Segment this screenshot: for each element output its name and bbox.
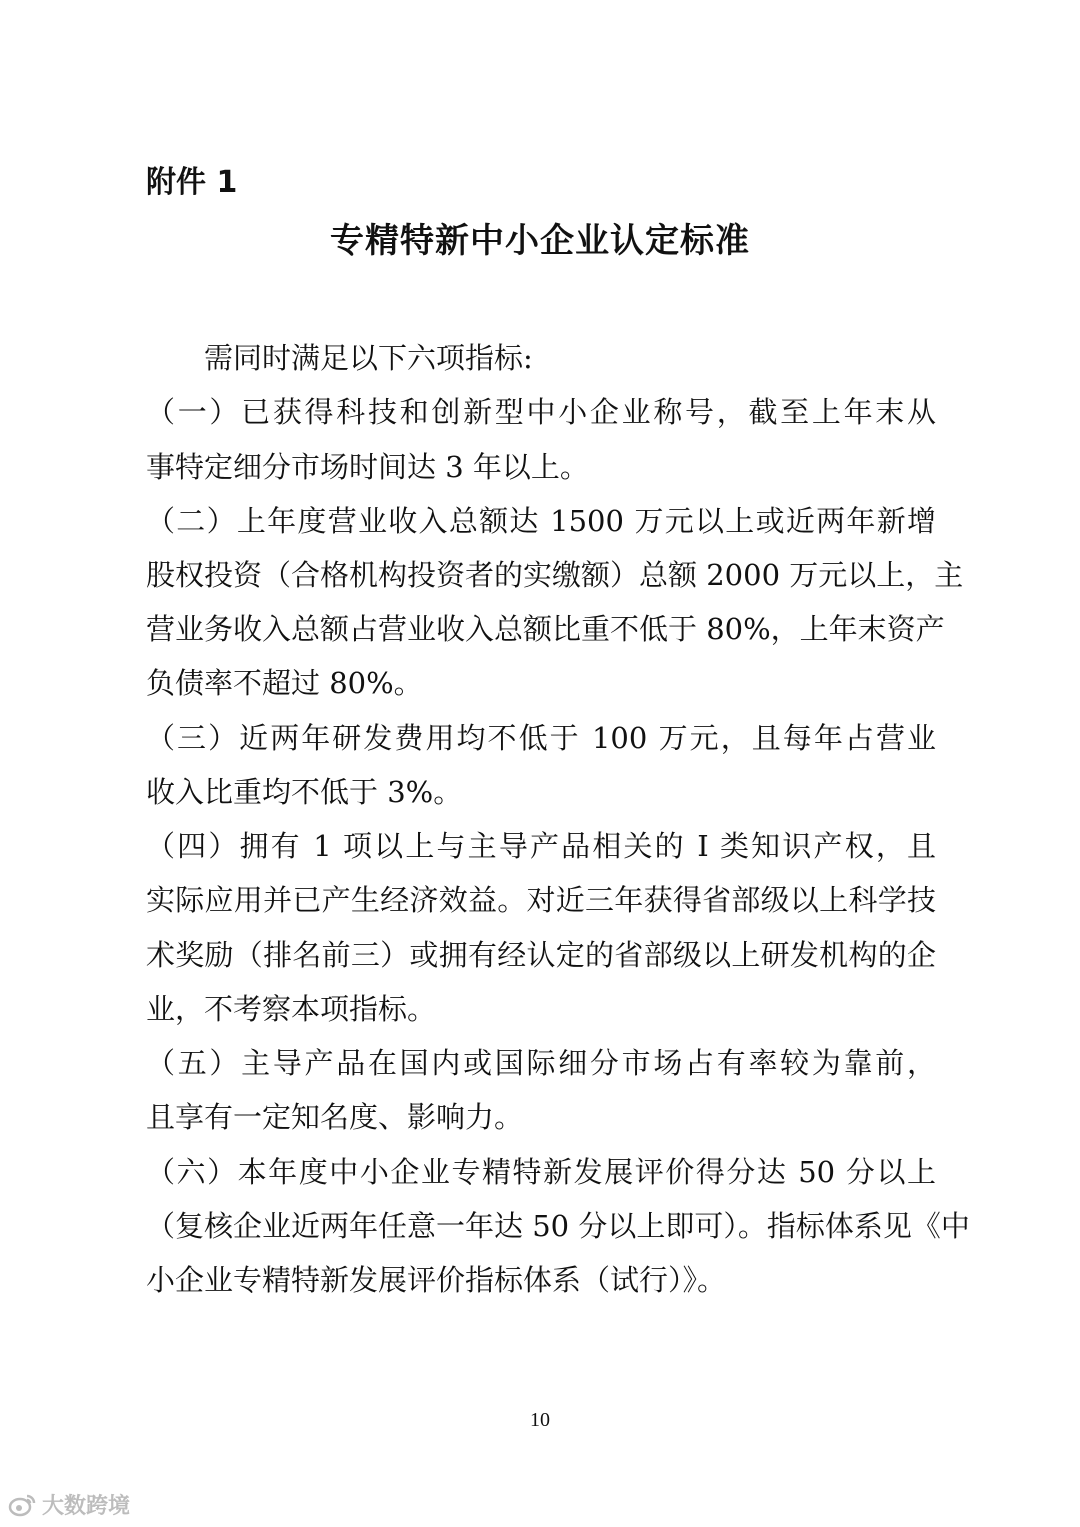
paragraph-line: （五）主导产品在国内或国际细分市场占有率较为靠前， [146,1046,936,1080]
paragraph-line: （四）拥有 1 项以上与主导产品相关的 I 类知识产权，且 [146,829,936,863]
paragraph-line: （三）近两年研发费用均不低于 100 万元，且每年占营业 [146,721,936,755]
paragraph-line: 小企业专精特新发展评价指标体系（试行）》。 [146,1263,727,1297]
paragraph-line: （一）已获得科技和创新型中小企业称号，截至上年末从 [146,395,936,429]
paragraph-line: 业，不考察本项指标。 [146,992,437,1026]
paragraph-line: 事特定细分市场时间达 3 年以上。 [146,450,589,484]
document-title: 专精特新中小企业认定标准 [330,221,750,261]
paragraph-line: 术奖励（排名前三）或拥有经认定的省部级以上研发机构的企 [146,938,936,972]
paragraph-line: 负债率不超过 80%。 [146,666,423,700]
paragraph-line: 股权投资（合格机构投资者的实缴额）总额 2000 万元以上，主 [146,558,964,592]
paragraph-line: （六）本年度中小企业专精特新发展评价得分达 50 分以上 [146,1155,936,1189]
weibo-logo-icon [8,1492,38,1522]
watermark-text: 大数跨境 [42,1494,131,1519]
paragraph-line: 实际应用并已产生经济效益。对近三年获得省部级以上科学技 [146,883,936,917]
paragraph-line: 且享有一定知名度、影响力。 [146,1100,524,1134]
intro-line: 需同时满足以下六项指标: [204,341,533,375]
paragraph-line: 营业务收入总额占营业收入总额比重不低于 80%，上年末资产 [146,612,945,646]
paragraph-line: （二）上年度营业收入总额达 1500 万元以上或近两年新增 [146,504,936,538]
attachment-label: 附件 1 [146,165,238,200]
page-number: 10 [530,1409,550,1431]
paragraph-line: （复核企业近两年任意一年达 50 分以上即可）。指标体系见《中 [146,1209,970,1243]
watermark [8,1492,130,1522]
paragraph-line: 收入比重均不低于 3%。 [146,775,463,809]
